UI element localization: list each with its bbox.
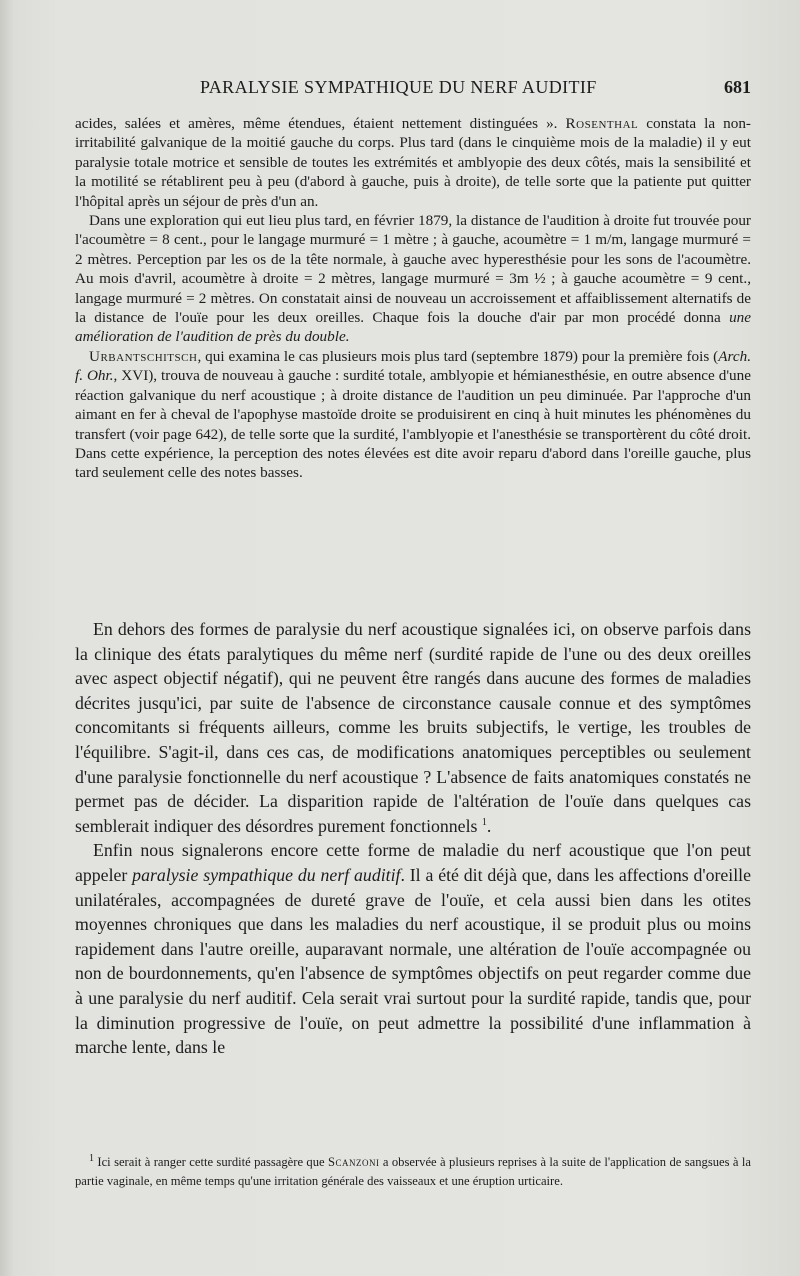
footnote-reference: 1 <box>481 816 487 828</box>
paragraph-urbantschitsch: Urbantschitsch, qui examina le cas plusieurs mois plus tard (septembre 1879) pour la première fois (Arch. f. Ohr., XVI), trouva de nouveau à gauche : surdité totale, amblyopie et hémianesthésie, en outre absence d'une réaction galvanique du nerf acoustique ; à droite distance de l'audition un peu diminuée. Par l'approche d'un aimant en fer à cheval de l'apophyse mastoïde droite se produisirent en cinq à huit minutes les phénomènes du transfert (voir page 642), de telle sorte que la surdité, l'amblyopie et l'anesthésie se transportèrent du côté droit. Dans cette expérience, la perception des notes élevées est dite avoir reparu d'abord dans l'oreille gauche, plus tard seulement celle des notes basses. <box>75 347 751 482</box>
paragraph-sympathetic-paralysis: Enfin nous signalerons encore cette forme de maladie du nerf acoustique que l'on peut appeler paralysie sympathique du nerf auditif. Il a été dit déjà que, dans les affections d'oreille unilatérales, accompagnées de dureté grave de l'ouïe, et cela aussi bien dans les otites moyennes chroniques que dans les maladies du nerf acoustique, il se produit plus ou moins rapidement dans l'autre oreille, auparavant normale, une altération de l'ouïe accompagnée ou non de bourdonnements, qu'en l'absence de symptômes objectifs on peut regarder comme due à une paralysie du nerf auditif. Cela serait vrai surtout pour la surdité rapide, tandis que, pour la diminution progressive de l'ouïe, on peut admettre la possibilité d'une inflammation à marche lente, dans le <box>75 840 751 1058</box>
author-rosenthal: Rosenthal <box>565 115 639 132</box>
paragraph-hearing-measurements: Dans une exploration qui eut lieu plus tard, en février 1879, la distance de l'audition à droite fut trouvée pour l'acoumètre = 8 cent., pour le langage murmuré = 1 mètre ; à gauche, acoumètre = 1 m/m, langage murmuré = 2 mètres. Perception par les os de la tête normale, à gauche avec hyperesthésie pour les sons de l'acoumètre. Au mois d'avril, acoumètre à droite = 2 mètres, langage murmuré = 3m ½ ; à gauche acoumètre = 9 cent., langage murmuré = 2 mètres. On constatait ainsi de nouveau un accroissement et affaiblissement alternatifs de la distance de l'ouïe pour les deux oreilles. Chaque fois la douche d'air par mon procédé donna une amélioration de l'audition de près du double. <box>75 212 751 346</box>
running-title: PARALYSIE SYMPATHIQUE DU NERF AUDITIF <box>200 77 597 97</box>
paragraph-case-continuation: acides, salées et amères, même étendues, étaient nettement distinguées ». Rosenthal constata la non-irritabilité galvanique de la moitié gauche du corps. Plus tard (dans le cinquième mois de la maladie) il y eut paralysie totale motrice et sensible de toutes les extrémités et amblyopie des deux côtés, mais la sensibilité et la motilité se rétablirent peu à peu (d'abord à gauche, puis à droite), de telle sorte que la patiente put quitter l'hôpital après un séjour de près d'un an. <box>75 115 751 210</box>
page-header <box>75 77 765 101</box>
paragraph-functional-paralysis: En dehors des formes de paralysie du nerf acoustique signalées ici, on observe parfois dans la clinique des états paralytiques du même nerf (surdité rapide de l'une ou des deux oreilles avec aspect objectif négatif), qui ne peuvent être rangés dans aucune des formes de maladies décrites jusqu'ici, par suite de l'absence de circonstance causale connue et des symptômes concomitants si fréquents ailleurs, comme les bruits subjectifs, le vertige, les troubles de l'équilibre. S'agit-il, dans ces cas, de modifications anatomiques perceptibles ou seulement d'une paralysie fonctionnelle du nerf acoustique ? L'absence de faits anatomiques constatés ne permet pas de décider. La disparition rapide de l'altération de l'ouïe dans quelques cas semblerait indiquer des désordres purement fonctionnels $^1$. <box>75 619 751 836</box>
main-discussion-block <box>75 617 751 1060</box>
author-urbantschitsch: Urbantschitsch <box>89 347 198 365</box>
author-scanzoni: Scanzoni <box>328 1155 380 1169</box>
footnote: $^1$ Ici serait à ranger cette surdité passagère que Scanzoni a observée à plusieurs reprises à la suite de l'application de sangsues à la partie vaginale, en même temps qu'une irritation générale des vaisseaux et une éruption urticaire. <box>75 1152 751 1188</box>
clinical-case-block <box>75 114 751 483</box>
footnote-mark: 1 <box>89 1152 94 1164</box>
page-number: 681 <box>724 77 751 97</box>
